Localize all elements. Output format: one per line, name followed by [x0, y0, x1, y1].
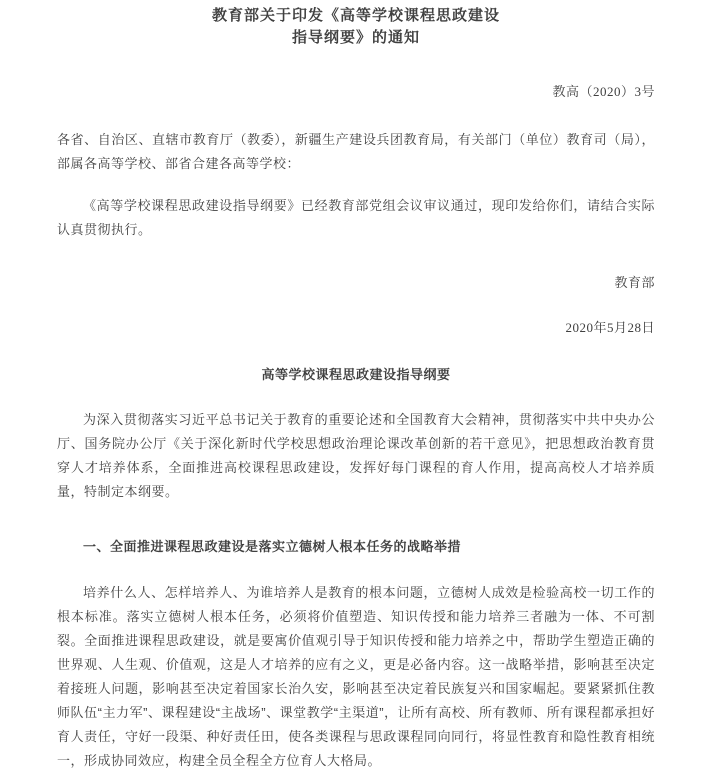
issuing-authority: 教育部	[614, 275, 655, 290]
section-1-paragraph: 培养什么人、怎样培养人、为谁培养人是教育的根本问题，立德树人成效是检验高校一切工作的根本标准。落实立德树人根本任务，必须将价值塑造、知识传授和能力培养三者融为一体、不可割裂。全面推进课程思政建设，就是要寓价值观引导于知识传授和能力培养之中，帮助学生塑造正确的世界观、人生观、价值观，这是人才培养的应有之义，更是必备内容。这一战略举措，影响甚至决定着接班人问题，影响甚至决定着国家长治久安，影响甚至决定着民族复兴和国家崛起。要紧紧抓住教师队伍“主力军”、课程建设“主战场”、课堂教学“主渠道”，让所有高校、所有教师、所有课程都承担好育人责任，守好一段渠、种好责任田，使各类课程与思政课程同向同行，将显性教育和隐性教育相统一，形成协同效应，构建全员全程全方位育人大格局。	[57, 585, 655, 768]
section-1-heading: 一、全面推进课程思政建设是落实立德树人根本任务的战略举措	[83, 539, 462, 554]
document-title	[57, 5, 655, 49]
intro-paragraph: 为深入贯彻落实习近平总书记关于教育的重要论述和全国教育大会精神，贯彻落实中共中央办公厅、国务院办公厅《关于深化新时代学校思想政治理论课改革创新的若干意见》，把思想政治教育贯穿人才培养体系，全面推进高校课程思政建设，发挥好每门课程的育人作用，提高高校人才培养质量，特制定本纲要。	[57, 412, 655, 499]
document-title-line-2: 指导纲要》的通知	[291, 29, 420, 46]
document-title-line-1: 教育部关于印发《高等学校课程思政建设	[211, 7, 500, 24]
addressee-paragraph: 各省、自治区、直辖市教育厅（教委），新疆生产建设兵团教育局，有关部门（单位）教育司（局），部属各高等学校、部省合建各高等学校：	[57, 132, 655, 171]
attachment-title: 高等学校课程思政建设指导纲要	[261, 367, 451, 382]
issue-date: 2020年5月28日	[565, 320, 655, 335]
notice-body-paragraph: 《高等学校课程思政建设指导纲要》已经教育部党组会议审议通过，现印发给你们，请结合实际认真贯彻执行。	[57, 198, 655, 237]
document-number: 教高（2020）3号	[552, 84, 655, 99]
